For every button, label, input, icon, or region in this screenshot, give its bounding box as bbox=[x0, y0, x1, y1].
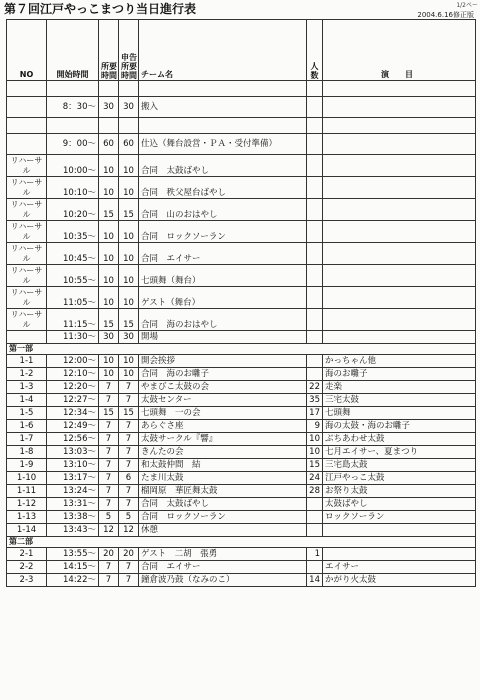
row-start-time: 13:03～ bbox=[47, 446, 99, 459]
row-program: かがり火太鼓 bbox=[323, 574, 476, 587]
row-number: 1-4 bbox=[7, 394, 47, 407]
row-number bbox=[7, 97, 47, 118]
row-start-time: 12:34～ bbox=[47, 407, 99, 420]
row-declared-duration: 7 bbox=[119, 485, 139, 498]
row-start-time: 12:27～ bbox=[47, 394, 99, 407]
row-declared-duration: 30 bbox=[119, 97, 139, 118]
blank-cell bbox=[307, 81, 323, 97]
row-declared-duration: 30 bbox=[119, 331, 139, 344]
row-people-count: 1 bbox=[307, 548, 323, 561]
blank-cell bbox=[139, 81, 307, 97]
header-declared-duration bbox=[119, 20, 139, 81]
row-declared-duration: 20 bbox=[119, 548, 139, 561]
row-declared-duration: 10 bbox=[119, 155, 139, 177]
row-duration: 7 bbox=[99, 433, 119, 446]
row-declared-duration: 7 bbox=[119, 420, 139, 433]
blank-cell bbox=[323, 118, 476, 134]
row-start-time: 10:45～ bbox=[47, 243, 99, 265]
row-duration: 30 bbox=[99, 331, 119, 344]
blank-cell bbox=[7, 81, 47, 97]
row-program: 海の太鼓・海のお囃子 bbox=[323, 420, 476, 433]
row-team-name: 合同 太鼓ばやし bbox=[139, 155, 307, 177]
row-number: リハーサル bbox=[7, 287, 47, 309]
schedule-row bbox=[7, 485, 476, 498]
row-team-name: 休憩 bbox=[139, 524, 307, 537]
row-program: 太鼓ばやし bbox=[323, 498, 476, 511]
blank-cell bbox=[47, 81, 99, 97]
row-duration: 7 bbox=[99, 446, 119, 459]
schedule-row bbox=[7, 433, 476, 446]
row-team-name: 開会挨拶 bbox=[139, 355, 307, 368]
schedule-rows bbox=[7, 81, 476, 587]
row-number: 1-2 bbox=[7, 368, 47, 381]
row-number: 1-11 bbox=[7, 485, 47, 498]
row-number: リハーサル bbox=[7, 265, 47, 287]
row-program bbox=[323, 221, 476, 243]
header-duration-line1: 所要 bbox=[101, 62, 117, 71]
row-number: 1-13 bbox=[7, 511, 47, 524]
schedule-row bbox=[7, 420, 476, 433]
row-duration: 15 bbox=[99, 407, 119, 420]
schedule-row bbox=[7, 331, 476, 344]
row-number: リハーサル bbox=[7, 177, 47, 199]
row-team-name: 鐘倉波乃鼓（なみのこ） bbox=[139, 574, 307, 587]
row-team-name: 太鼓センター bbox=[139, 394, 307, 407]
row-team-name: 合同 エイサー bbox=[139, 243, 307, 265]
row-number: 1-8 bbox=[7, 446, 47, 459]
row-program bbox=[323, 309, 476, 331]
section-row bbox=[7, 537, 476, 548]
row-people-count: 14 bbox=[307, 574, 323, 587]
row-declared-duration: 7 bbox=[119, 394, 139, 407]
row-number: 2-3 bbox=[7, 574, 47, 587]
row-declared-duration: 7 bbox=[119, 561, 139, 574]
row-duration: 15 bbox=[99, 309, 119, 331]
schedule-row bbox=[7, 459, 476, 472]
row-people-count bbox=[307, 331, 323, 344]
row-program: 三宅太鼓 bbox=[323, 394, 476, 407]
row-declared-duration: 10 bbox=[119, 368, 139, 381]
row-start-time: 11:05～ bbox=[47, 287, 99, 309]
row-number: 1-12 bbox=[7, 498, 47, 511]
schedule-row bbox=[7, 155, 476, 177]
row-people-count bbox=[307, 177, 323, 199]
row-duration: 7 bbox=[99, 574, 119, 587]
blank-cell bbox=[119, 81, 139, 97]
row-people-count bbox=[307, 221, 323, 243]
row-duration: 7 bbox=[99, 485, 119, 498]
row-people-count bbox=[307, 155, 323, 177]
schedule-row bbox=[7, 574, 476, 587]
row-duration: 7 bbox=[99, 459, 119, 472]
row-people-count bbox=[307, 134, 323, 155]
row-duration: 10 bbox=[99, 368, 119, 381]
row-program bbox=[323, 331, 476, 344]
table-header-row bbox=[7, 20, 476, 81]
row-program bbox=[323, 97, 476, 118]
row-program bbox=[323, 155, 476, 177]
row-duration: 5 bbox=[99, 511, 119, 524]
header-people bbox=[307, 20, 323, 81]
row-team-name: たま川太鼓 bbox=[139, 472, 307, 485]
row-duration: 10 bbox=[99, 287, 119, 309]
row-number: 1-1 bbox=[7, 355, 47, 368]
schedule-row bbox=[7, 381, 476, 394]
row-team-name: 仕込（舞台設営・ＰＡ・受付準備） bbox=[139, 134, 307, 155]
schedule-row bbox=[7, 407, 476, 420]
row-team-name: 太鼓サークル『響』 bbox=[139, 433, 307, 446]
row-team-name: 合同 海のおはやし bbox=[139, 309, 307, 331]
row-duration: 7 bbox=[99, 498, 119, 511]
section-label: 第二部 bbox=[7, 537, 476, 548]
section-label: 第一部 bbox=[7, 344, 476, 355]
schedule-row bbox=[7, 265, 476, 287]
row-duration: 10 bbox=[99, 265, 119, 287]
row-program bbox=[323, 199, 476, 221]
row-people-count: 10 bbox=[307, 446, 323, 459]
row-declared-duration: 10 bbox=[119, 177, 139, 199]
schedule-row bbox=[7, 287, 476, 309]
schedule-row bbox=[7, 472, 476, 485]
row-declared-duration: 15 bbox=[119, 407, 139, 420]
row-declared-duration: 10 bbox=[119, 221, 139, 243]
row-program bbox=[323, 287, 476, 309]
row-program: エイサー bbox=[323, 561, 476, 574]
section-row bbox=[7, 344, 476, 355]
row-number: 2-2 bbox=[7, 561, 47, 574]
row-number: 1-7 bbox=[7, 433, 47, 446]
row-number: リハーサル bbox=[7, 199, 47, 221]
row-declared-duration: 6 bbox=[119, 472, 139, 485]
row-start-time: 13:17～ bbox=[47, 472, 99, 485]
blank-cell bbox=[99, 118, 119, 134]
row-team-name: あらぐさ座 bbox=[139, 420, 307, 433]
row-declared-duration: 7 bbox=[119, 459, 139, 472]
row-duration: 7 bbox=[99, 381, 119, 394]
row-team-name: 合同 秩父屋台ばやし bbox=[139, 177, 307, 199]
row-duration: 10 bbox=[99, 355, 119, 368]
row-number: 1-6 bbox=[7, 420, 47, 433]
row-declared-duration: 10 bbox=[119, 355, 139, 368]
row-declared-duration: 5 bbox=[119, 511, 139, 524]
row-program: 七頭舞 bbox=[323, 407, 476, 420]
row-start-time: 14:15～ bbox=[47, 561, 99, 574]
row-declared-duration: 10 bbox=[119, 287, 139, 309]
row-declared-duration: 15 bbox=[119, 199, 139, 221]
row-declared-duration: 10 bbox=[119, 265, 139, 287]
row-people-count: 17 bbox=[307, 407, 323, 420]
row-team-name: ゲスト（舞台） bbox=[139, 287, 307, 309]
row-program: ぶちあわせ太鼓 bbox=[323, 433, 476, 446]
row-team-name: 合同 エイサー bbox=[139, 561, 307, 574]
row-duration: 15 bbox=[99, 199, 119, 221]
row-start-time: 10:10～ bbox=[47, 177, 99, 199]
row-program bbox=[323, 548, 476, 561]
row-team-name: 合同 山のおはやし bbox=[139, 199, 307, 221]
blank-cell bbox=[47, 118, 99, 134]
row-number bbox=[7, 134, 47, 155]
row-duration: 10 bbox=[99, 221, 119, 243]
blank-cell bbox=[7, 118, 47, 134]
header-team: チーム名 bbox=[139, 20, 307, 81]
header-declared-line1: 申告 bbox=[121, 53, 137, 62]
row-number: 1-10 bbox=[7, 472, 47, 485]
row-people-count: 22 bbox=[307, 381, 323, 394]
row-duration: 20 bbox=[99, 548, 119, 561]
row-program: かっちゃん他 bbox=[323, 355, 476, 368]
row-people-count: 15 bbox=[307, 459, 323, 472]
schedule-table bbox=[6, 19, 476, 587]
header-declared-line3: 時間 bbox=[121, 71, 137, 80]
row-program bbox=[323, 524, 476, 537]
row-people-count bbox=[307, 243, 323, 265]
row-program bbox=[323, 177, 476, 199]
row-program: 三宅島太鼓 bbox=[323, 459, 476, 472]
blank-row bbox=[7, 118, 476, 134]
row-people-count bbox=[307, 498, 323, 511]
blank-row bbox=[7, 81, 476, 97]
header-duration bbox=[99, 20, 119, 81]
row-program: 七月エイサー、夏まつり bbox=[323, 446, 476, 459]
row-team-name: ゲスト 二胡 張勇 bbox=[139, 548, 307, 561]
page-number: 1/2ペー bbox=[456, 2, 478, 9]
schedule-row bbox=[7, 199, 476, 221]
row-people-count bbox=[307, 561, 323, 574]
schedule-row bbox=[7, 97, 476, 118]
row-start-time: 11:15～ bbox=[47, 309, 99, 331]
header-declared-line2: 所要 bbox=[121, 62, 137, 71]
row-duration: 10 bbox=[99, 155, 119, 177]
row-declared-duration: 7 bbox=[119, 574, 139, 587]
row-program: 江戸やっこ太鼓 bbox=[323, 472, 476, 485]
header-duration-line2: 時間 bbox=[101, 71, 117, 80]
row-declared-duration: 7 bbox=[119, 446, 139, 459]
row-people-count: 9 bbox=[307, 420, 323, 433]
row-start-time: 12:49～ bbox=[47, 420, 99, 433]
row-number bbox=[7, 331, 47, 344]
row-declared-duration: 12 bbox=[119, 524, 139, 537]
row-start-time: 14:22～ bbox=[47, 574, 99, 587]
header-start-time: 開始時間 bbox=[47, 20, 99, 81]
row-team-name: 和太鼓仲間 結 bbox=[139, 459, 307, 472]
blank-cell bbox=[119, 118, 139, 134]
row-number: リハーサル bbox=[7, 309, 47, 331]
row-declared-duration: 7 bbox=[119, 381, 139, 394]
row-duration: 7 bbox=[99, 420, 119, 433]
row-start-time: 10:00～ bbox=[47, 155, 99, 177]
row-number: 2-1 bbox=[7, 548, 47, 561]
row-declared-duration: 7 bbox=[119, 498, 139, 511]
row-team-name: 合同 ロックソーラン bbox=[139, 511, 307, 524]
row-people-count bbox=[307, 97, 323, 118]
row-number: リハーサル bbox=[7, 155, 47, 177]
row-start-time: 12:10～ bbox=[47, 368, 99, 381]
row-declared-duration: 7 bbox=[119, 433, 139, 446]
row-duration: 7 bbox=[99, 472, 119, 485]
row-program: 海のお囃子 bbox=[323, 368, 476, 381]
revision-date: 2004.6.16修正版 bbox=[417, 11, 474, 19]
blank-cell bbox=[99, 81, 119, 97]
row-people-count: 35 bbox=[307, 394, 323, 407]
row-duration: 7 bbox=[99, 561, 119, 574]
row-people-count bbox=[307, 199, 323, 221]
page-title: 第７回江戸やっこまつり当日進行表 bbox=[4, 2, 197, 16]
row-team-name: 榴岡原 華匠舞太鼓 bbox=[139, 485, 307, 498]
row-team-name: 合同 海のお囃子 bbox=[139, 368, 307, 381]
row-team-name: 開場 bbox=[139, 331, 307, 344]
header-program: 演 目 bbox=[323, 20, 476, 81]
row-people-count: 24 bbox=[307, 472, 323, 485]
row-program bbox=[323, 134, 476, 155]
header-no: NO bbox=[7, 20, 47, 81]
header-people-line2: 数 bbox=[310, 71, 319, 80]
row-start-time: 10:55～ bbox=[47, 265, 99, 287]
row-start-time: 12:56～ bbox=[47, 433, 99, 446]
row-start-time: 11:30～ bbox=[47, 331, 99, 344]
row-program bbox=[323, 243, 476, 265]
row-start-time: 10:35～ bbox=[47, 221, 99, 243]
row-team-name: 七頭舞 一の会 bbox=[139, 407, 307, 420]
row-start-time: 13:10～ bbox=[47, 459, 99, 472]
row-people-count bbox=[307, 287, 323, 309]
row-team-name: 搬入 bbox=[139, 97, 307, 118]
schedule-row bbox=[7, 134, 476, 155]
row-program: お祭り太鼓 bbox=[323, 485, 476, 498]
blank-cell bbox=[139, 118, 307, 134]
schedule-row bbox=[7, 511, 476, 524]
row-declared-duration: 60 bbox=[119, 134, 139, 155]
blank-cell bbox=[323, 81, 476, 97]
row-people-count bbox=[307, 524, 323, 537]
row-start-time: 8：30～ bbox=[47, 97, 99, 118]
row-start-time: 13:38～ bbox=[47, 511, 99, 524]
schedule-row bbox=[7, 524, 476, 537]
row-program: 走楽 bbox=[323, 381, 476, 394]
schedule-row bbox=[7, 309, 476, 331]
blank-cell bbox=[307, 118, 323, 134]
row-program: ロックソーラン bbox=[323, 511, 476, 524]
row-people-count bbox=[307, 355, 323, 368]
row-number: 1-5 bbox=[7, 407, 47, 420]
schedule-row bbox=[7, 221, 476, 243]
row-number: 1-9 bbox=[7, 459, 47, 472]
row-start-time: 13:43～ bbox=[47, 524, 99, 537]
row-start-time: 13:24～ bbox=[47, 485, 99, 498]
schedule-row bbox=[7, 243, 476, 265]
schedule-row bbox=[7, 446, 476, 459]
row-program bbox=[323, 265, 476, 287]
header-people-line1: 人 bbox=[310, 62, 319, 71]
row-number: リハーサル bbox=[7, 243, 47, 265]
row-start-time: 12:00～ bbox=[47, 355, 99, 368]
schedule-row bbox=[7, 355, 476, 368]
row-duration: 7 bbox=[99, 394, 119, 407]
schedule-row bbox=[7, 498, 476, 511]
row-people-count bbox=[307, 511, 323, 524]
row-people-count: 28 bbox=[307, 485, 323, 498]
row-duration: 10 bbox=[99, 177, 119, 199]
schedule-row bbox=[7, 561, 476, 574]
row-duration: 10 bbox=[99, 243, 119, 265]
row-number: リハーサル bbox=[7, 221, 47, 243]
schedule-row bbox=[7, 548, 476, 561]
row-team-name: 合同 太鼓ばやし bbox=[139, 498, 307, 511]
row-start-time: 13:55～ bbox=[47, 548, 99, 561]
row-declared-duration: 10 bbox=[119, 243, 139, 265]
row-number: 1-14 bbox=[7, 524, 47, 537]
row-people-count bbox=[307, 309, 323, 331]
row-number: 1-3 bbox=[7, 381, 47, 394]
row-declared-duration: 15 bbox=[119, 309, 139, 331]
row-team-name: 合同 ロックソーラン bbox=[139, 221, 307, 243]
row-duration: 30 bbox=[99, 97, 119, 118]
schedule-row bbox=[7, 394, 476, 407]
row-start-time: 13:31～ bbox=[47, 498, 99, 511]
row-duration: 60 bbox=[99, 134, 119, 155]
row-start-time: 9：00～ bbox=[47, 134, 99, 155]
row-team-name: やまびこ太鼓の会 bbox=[139, 381, 307, 394]
row-duration: 12 bbox=[99, 524, 119, 537]
row-start-time: 12:20～ bbox=[47, 381, 99, 394]
row-start-time: 10:20～ bbox=[47, 199, 99, 221]
row-team-name: 七頭舞（舞台） bbox=[139, 265, 307, 287]
row-team-name: きんたの会 bbox=[139, 446, 307, 459]
row-people-count bbox=[307, 368, 323, 381]
schedule-row bbox=[7, 177, 476, 199]
row-people-count: 10 bbox=[307, 433, 323, 446]
schedule-row bbox=[7, 368, 476, 381]
row-people-count bbox=[307, 265, 323, 287]
